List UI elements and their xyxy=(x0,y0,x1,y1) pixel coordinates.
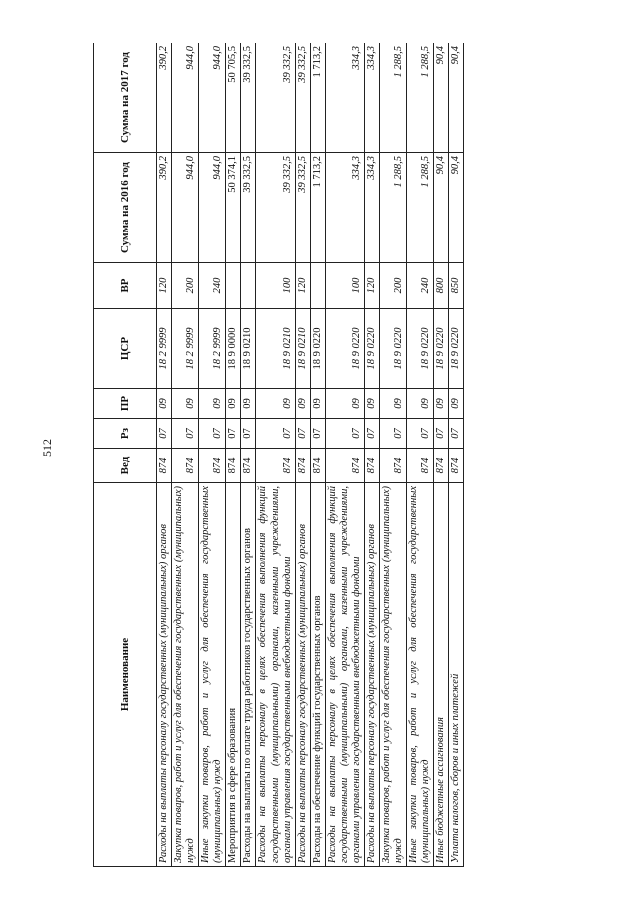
row-csr-cell: 18 9 0210 xyxy=(295,309,310,389)
budget-table xyxy=(93,43,464,867)
header-ved: Вед xyxy=(94,449,157,483)
row-name-cell: Уплата налогов, сборов и иных платежей xyxy=(449,483,464,867)
rotated-page-content xyxy=(93,43,533,867)
row-name-cell: Иные бюджетные ассигнования xyxy=(434,483,449,867)
row-sum-2017-cell: 39 332,5 xyxy=(295,43,310,153)
row-csr-cell: 18 9 0210 xyxy=(256,309,295,389)
row-vr-cell: 200 xyxy=(380,263,407,309)
row-vr-cell: 800 xyxy=(434,263,449,309)
row-ved-cell: 874 xyxy=(295,449,310,483)
table-row xyxy=(256,43,295,867)
row-csr-cell: 18 2 9999 xyxy=(157,309,172,389)
row-rz-cell: 07 xyxy=(407,419,434,449)
row-csr-cell: 18 9 0220 xyxy=(310,309,325,389)
row-pr-cell: 09 xyxy=(407,389,434,419)
table-header xyxy=(94,43,157,867)
row-ved-cell: 874 xyxy=(407,449,434,483)
row-name-cell: Расходы на выплаты по оплате труда работников государственных органов xyxy=(241,483,256,867)
row-pr-cell: 09 xyxy=(364,389,379,419)
row-sum-2016-cell: 50 374,1 xyxy=(226,153,241,263)
row-sum-2017-cell: 90,4 xyxy=(449,43,464,153)
row-ved-cell: 874 xyxy=(434,449,449,483)
table-body xyxy=(157,43,464,867)
row-rz-cell: 07 xyxy=(172,419,199,449)
row-sum-2016-cell: 1 288,5 xyxy=(407,153,434,263)
row-ved-cell: 874 xyxy=(256,449,295,483)
header-sum-2017: Сумма на 2017 год xyxy=(94,43,157,153)
row-name-cell: Расходы на выплаты персоналу в целях обеспечения выполнения функций государственными (муниципальными) органами, казенными учреждениями, органами управления государственными внебюджетными фондами xyxy=(256,483,295,867)
row-sum-2016-cell: 1 713,2 xyxy=(310,153,325,263)
row-rz-cell: 07 xyxy=(364,419,379,449)
row-name-cell: Расходы на выплаты персоналу в целях обеспечения выполнения функций государственными (муниципальными) органами, казенными учреждениями, органами управления государственными внебюджетными фондами xyxy=(325,483,364,867)
row-pr-cell: 09 xyxy=(295,389,310,419)
row-pr-cell: 09 xyxy=(325,389,364,419)
row-name-cell: Расходы на выплаты персоналу государственных (муниципальных) органов xyxy=(364,483,379,867)
row-csr-cell: 18 2 9999 xyxy=(172,309,199,389)
header-row xyxy=(94,43,157,867)
row-ved-cell: 874 xyxy=(325,449,364,483)
row-sum-2016-cell: 90,4 xyxy=(434,153,449,263)
table-row xyxy=(157,43,172,867)
row-sum-2017-cell: 39 332,5 xyxy=(256,43,295,153)
header-vr: ВР xyxy=(94,263,157,309)
row-sum-2017-cell: 1 288,5 xyxy=(407,43,434,153)
table-row xyxy=(434,43,449,867)
row-rz-cell: 07 xyxy=(226,419,241,449)
table-row xyxy=(407,43,434,867)
row-csr-cell: 18 9 0220 xyxy=(364,309,379,389)
row-ved-cell: 874 xyxy=(310,449,325,483)
row-rz-cell: 07 xyxy=(157,419,172,449)
row-pr-cell: 09 xyxy=(157,389,172,419)
row-sum-2016-cell: 1 288,5 xyxy=(380,153,407,263)
row-name-cell: Расходы на выплаты персоналу государственных (муниципальных) органов xyxy=(295,483,310,867)
rotated-table-container xyxy=(93,43,533,867)
header-rz: Рз xyxy=(94,419,157,449)
row-pr-cell: 09 xyxy=(380,389,407,419)
row-vr-cell: 850 xyxy=(449,263,464,309)
row-ved-cell: 874 xyxy=(380,449,407,483)
row-vr-cell xyxy=(310,263,325,309)
row-name-cell: Закупка товаров, работ и услуг для обеспечения государственных (муниципальных) нужд xyxy=(172,483,199,867)
row-vr-cell: 120 xyxy=(157,263,172,309)
row-sum-2017-cell: 1 713,2 xyxy=(310,43,325,153)
header-sum-2016: Сумма на 2016 год xyxy=(94,153,157,263)
row-rz-cell: 07 xyxy=(380,419,407,449)
row-sum-2016-cell: 944,0 xyxy=(172,153,199,263)
row-vr-cell: 240 xyxy=(407,263,434,309)
row-sum-2016-cell: 944,0 xyxy=(199,153,226,263)
row-vr-cell xyxy=(241,263,256,309)
row-csr-cell: 18 2 9999 xyxy=(199,309,226,389)
row-vr-cell: 100 xyxy=(325,263,364,309)
row-sum-2016-cell: 390,2 xyxy=(157,153,172,263)
row-rz-cell: 07 xyxy=(449,419,464,449)
row-name-cell: Иные закупки товаров, работ и услуг для обеспечения государственных (муниципальных) нужд xyxy=(407,483,434,867)
row-pr-cell: 09 xyxy=(310,389,325,419)
row-sum-2017-cell: 1 288,5 xyxy=(380,43,407,153)
row-rz-cell: 07 xyxy=(241,419,256,449)
row-ved-cell: 874 xyxy=(449,449,464,483)
row-sum-2016-cell: 39 332,5 xyxy=(256,153,295,263)
header-pr: ПР xyxy=(94,389,157,419)
row-rz-cell: 07 xyxy=(310,419,325,449)
row-sum-2017-cell: 334,3 xyxy=(325,43,364,153)
row-rz-cell: 07 xyxy=(295,419,310,449)
table-row xyxy=(199,43,226,867)
row-vr-cell xyxy=(226,263,241,309)
row-csr-cell: 18 9 0210 xyxy=(241,309,256,389)
row-ved-cell: 874 xyxy=(226,449,241,483)
table-row xyxy=(449,43,464,867)
row-sum-2016-cell: 334,3 xyxy=(325,153,364,263)
header-name: Наименование xyxy=(94,483,157,867)
table-row xyxy=(172,43,199,867)
row-rz-cell: 07 xyxy=(256,419,295,449)
row-csr-cell: 18 9 0220 xyxy=(325,309,364,389)
row-name-cell: Мероприятия в сфере образования xyxy=(226,483,241,867)
row-pr-cell: 09 xyxy=(434,389,449,419)
row-pr-cell: 09 xyxy=(226,389,241,419)
row-pr-cell: 09 xyxy=(449,389,464,419)
row-rz-cell: 07 xyxy=(434,419,449,449)
table-row xyxy=(295,43,310,867)
table-row xyxy=(241,43,256,867)
row-sum-2017-cell: 390,2 xyxy=(157,43,172,153)
row-csr-cell: 18 9 0220 xyxy=(434,309,449,389)
row-sum-2016-cell: 39 332,5 xyxy=(295,153,310,263)
row-sum-2016-cell: 90,4 xyxy=(449,153,464,263)
table-row xyxy=(380,43,407,867)
row-ved-cell: 874 xyxy=(157,449,172,483)
row-vr-cell: 120 xyxy=(364,263,379,309)
row-sum-2017-cell: 334,3 xyxy=(364,43,379,153)
row-name-cell: Расходы на обеспечение функций государственных органов xyxy=(310,483,325,867)
row-ved-cell: 874 xyxy=(172,449,199,483)
row-sum-2017-cell: 50 705,5 xyxy=(226,43,241,153)
row-vr-cell: 240 xyxy=(199,263,226,309)
row-sum-2017-cell: 944,0 xyxy=(172,43,199,153)
table-row xyxy=(310,43,325,867)
row-ved-cell: 874 xyxy=(199,449,226,483)
row-sum-2017-cell: 39 332,5 xyxy=(241,43,256,153)
row-name-cell: Расходы на выплаты персоналу государственных (муниципальных) органов xyxy=(157,483,172,867)
table-row xyxy=(364,43,379,867)
row-csr-cell: 18 9 0220 xyxy=(449,309,464,389)
row-name-cell: Закупка товаров, работ и услуг для обеспечения государственных (муниципальных) нужд xyxy=(380,483,407,867)
row-sum-2017-cell: 944,0 xyxy=(199,43,226,153)
table-row xyxy=(226,43,241,867)
row-ved-cell: 874 xyxy=(241,449,256,483)
row-csr-cell: 18 9 0000 xyxy=(226,309,241,389)
row-vr-cell: 120 xyxy=(295,263,310,309)
header-csr: ЦСР xyxy=(94,309,157,389)
row-name-cell: Иные закупки товаров, работ и услуг для обеспечения государственных (муниципальных) нужд xyxy=(199,483,226,867)
row-csr-cell: 18 9 0220 xyxy=(380,309,407,389)
row-rz-cell: 07 xyxy=(325,419,364,449)
row-csr-cell: 18 9 0220 xyxy=(407,309,434,389)
row-sum-2016-cell: 334,3 xyxy=(364,153,379,263)
page-number: 512 xyxy=(40,439,54,457)
row-vr-cell: 100 xyxy=(256,263,295,309)
row-pr-cell: 09 xyxy=(172,389,199,419)
row-sum-2017-cell: 90,4 xyxy=(434,43,449,153)
row-rz-cell: 07 xyxy=(199,419,226,449)
table-row xyxy=(325,43,364,867)
row-vr-cell: 200 xyxy=(172,263,199,309)
row-pr-cell: 09 xyxy=(241,389,256,419)
row-pr-cell: 09 xyxy=(256,389,295,419)
row-ved-cell: 874 xyxy=(364,449,379,483)
row-sum-2016-cell: 39 332,5 xyxy=(241,153,256,263)
row-pr-cell: 09 xyxy=(199,389,226,419)
